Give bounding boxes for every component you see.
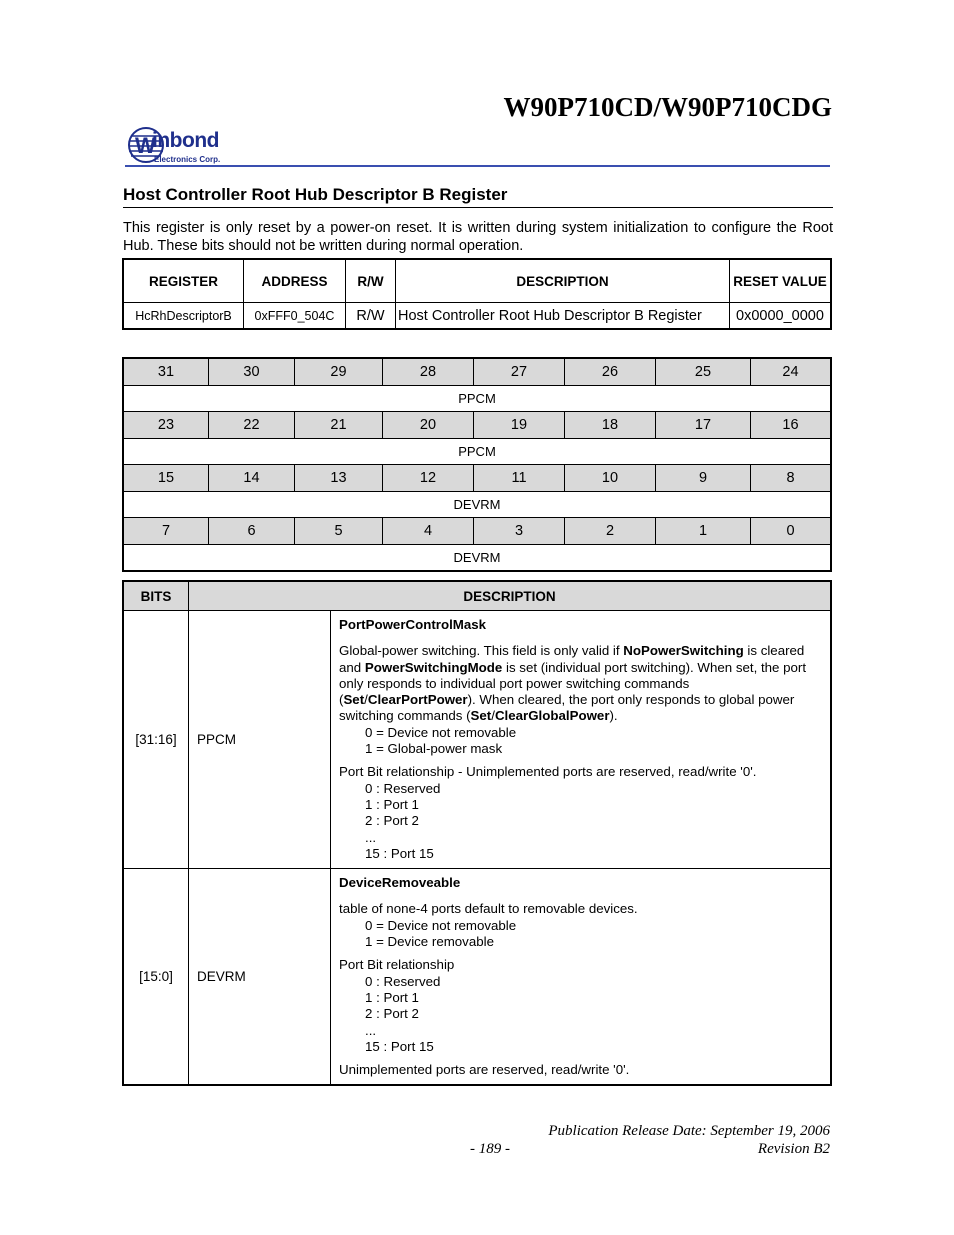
mapping-line: 0 : Reserved <box>365 780 441 796</box>
bit-cell: 21 <box>295 412 383 439</box>
bit-cell: 20 <box>383 412 474 439</box>
field-name: PPCM <box>189 611 331 869</box>
bit-number-row <box>123 412 831 439</box>
section-rule <box>123 207 833 208</box>
table-row <box>123 611 831 869</box>
bit-cell: 6 <box>209 518 295 545</box>
bit-cell: 8 <box>751 465 832 492</box>
header-rule <box>125 165 830 167</box>
bit-cell: 3 <box>474 518 565 545</box>
field-description <box>331 869 832 1086</box>
field-title: DeviceRemoveable <box>339 875 461 891</box>
field-paragraph: table of none-4 ports default to removable devices. <box>339 901 638 917</box>
description-header: DESCRIPTION <box>396 259 730 303</box>
logo-word: inbond <box>152 129 219 152</box>
revision: Revision B2 <box>757 1141 830 1157</box>
bit-cell: 19 <box>474 412 565 439</box>
bit-cell: 13 <box>295 465 383 492</box>
bit-cell: 17 <box>656 412 751 439</box>
bit-cell: 31 <box>123 358 209 386</box>
field-title: PortPowerControlMask <box>339 617 487 632</box>
bit-number-row <box>123 518 831 545</box>
bits-range: [31:16] <box>123 611 189 869</box>
field-name-cell: PPCM <box>123 439 831 465</box>
publication-date: Publication Release Date: September 19, 2006 <box>548 1123 830 1139</box>
field-name-cell: PPCM <box>123 386 831 412</box>
bit-cell: 24 <box>751 358 832 386</box>
bit-cell: 26 <box>565 358 656 386</box>
bit-cell: 30 <box>209 358 295 386</box>
register-reset-value: 0x0000_0000 <box>730 303 832 330</box>
intro-paragraph: This register is only reset by a power-on reset. It is written during system initialization to configure the Root Hub. These bits should not be written during normal operation. <box>123 220 833 254</box>
bit-description-table <box>122 580 832 1086</box>
mapping-line: 15 : Port 15 <box>365 1038 434 1054</box>
mapping-line: 2 : Port 2 <box>365 1006 419 1022</box>
mapping-line: 1 : Port 1 <box>365 989 419 1005</box>
option-line: 1 = Global-power mask <box>365 741 503 757</box>
page-number: - 189 - <box>470 1141 510 1157</box>
bit-cell: 22 <box>209 412 295 439</box>
bit-cell: 16 <box>751 412 832 439</box>
bit-cell: 28 <box>383 358 474 386</box>
register-rw: R/W <box>346 303 396 330</box>
register-header: REGISTER <box>123 259 244 303</box>
field-description <box>331 611 832 869</box>
bit-cell: 4 <box>383 518 474 545</box>
field-paragraph: Port Bit relationship - Unimplemented ports are reserved, read/write '0'. <box>339 764 757 780</box>
bit-cell: 0 <box>751 518 832 545</box>
field-name-cell: DEVRM <box>123 545 831 572</box>
field-name: DEVRM <box>189 869 331 1086</box>
bits-range: [15:0] <box>123 869 189 1086</box>
bit-number-row <box>123 358 831 386</box>
document-title: W90P710CD/W90P710CDG <box>503 92 832 122</box>
logo-letter: W <box>135 133 156 158</box>
bit-cell: 11 <box>474 465 565 492</box>
bit-cell: 10 <box>565 465 656 492</box>
bit-cell: 27 <box>474 358 565 386</box>
bit-cell: 5 <box>295 518 383 545</box>
mapping-line: ... <box>365 829 377 845</box>
table-row <box>123 869 831 1086</box>
field-paragraph: Unimplemented ports are reserved, read/write '0'. <box>339 1062 630 1078</box>
bit-cell: 15 <box>123 465 209 492</box>
reset-value-header: RESET VALUE <box>730 259 832 303</box>
logo-subtitle: Electronics Corp. <box>154 155 221 164</box>
bit-cell: 7 <box>123 518 209 545</box>
option-line: 1 = Device removable <box>365 934 494 950</box>
bit-cell: 9 <box>656 465 751 492</box>
mapping-line: 15 : Port 15 <box>365 845 434 861</box>
mapping-line: 1 : Port 1 <box>365 796 419 812</box>
bit-number-row <box>123 465 831 492</box>
field-paragraph: Global-power switching. This field is only valid if NoPowerSwitching is cleared and PowerSwitchingMode is set (individual port switching). When set, the port only responds to individual port power switching commands (Set/ClearPortPower). When cleared, the port only responds to global power switching commands (Set/ClearGlobalPower). <box>339 643 807 724</box>
register-description: Host Controller Root Hub Descriptor B Register <box>396 303 730 330</box>
mapping-line: 0 : Reserved <box>365 973 441 989</box>
mapping-line: 2 : Port 2 <box>365 813 419 829</box>
option-line: 0 = Device not removable <box>365 917 517 933</box>
bit-cell: 23 <box>123 412 209 439</box>
bit-cell: 12 <box>383 465 474 492</box>
bit-cell: 14 <box>209 465 295 492</box>
section-title: Host Controller Root Hub Descriptor B Register <box>123 185 508 204</box>
option-line: 0 = Device not removable <box>365 724 517 740</box>
bit-cell: 25 <box>656 358 751 386</box>
register-table <box>122 258 832 330</box>
field-name-cell: DEVRM <box>123 492 831 518</box>
bit-cell: 18 <box>565 412 656 439</box>
field-paragraph: Port Bit relationship <box>339 957 455 973</box>
register-name: HcRhDescriptorB <box>123 303 244 330</box>
mapping-line: ... <box>365 1022 377 1038</box>
bit-map-table <box>122 357 832 572</box>
bit-cell: 29 <box>295 358 383 386</box>
address-header: ADDRESS <box>244 259 346 303</box>
register-address: 0xFFF0_504C <box>244 303 346 330</box>
rw-header: R/W <box>346 259 396 303</box>
description-header: DESCRIPTION <box>189 581 832 611</box>
bit-cell: 1 <box>656 518 751 545</box>
bits-header: BITS <box>123 581 189 611</box>
bit-cell: 2 <box>565 518 656 545</box>
